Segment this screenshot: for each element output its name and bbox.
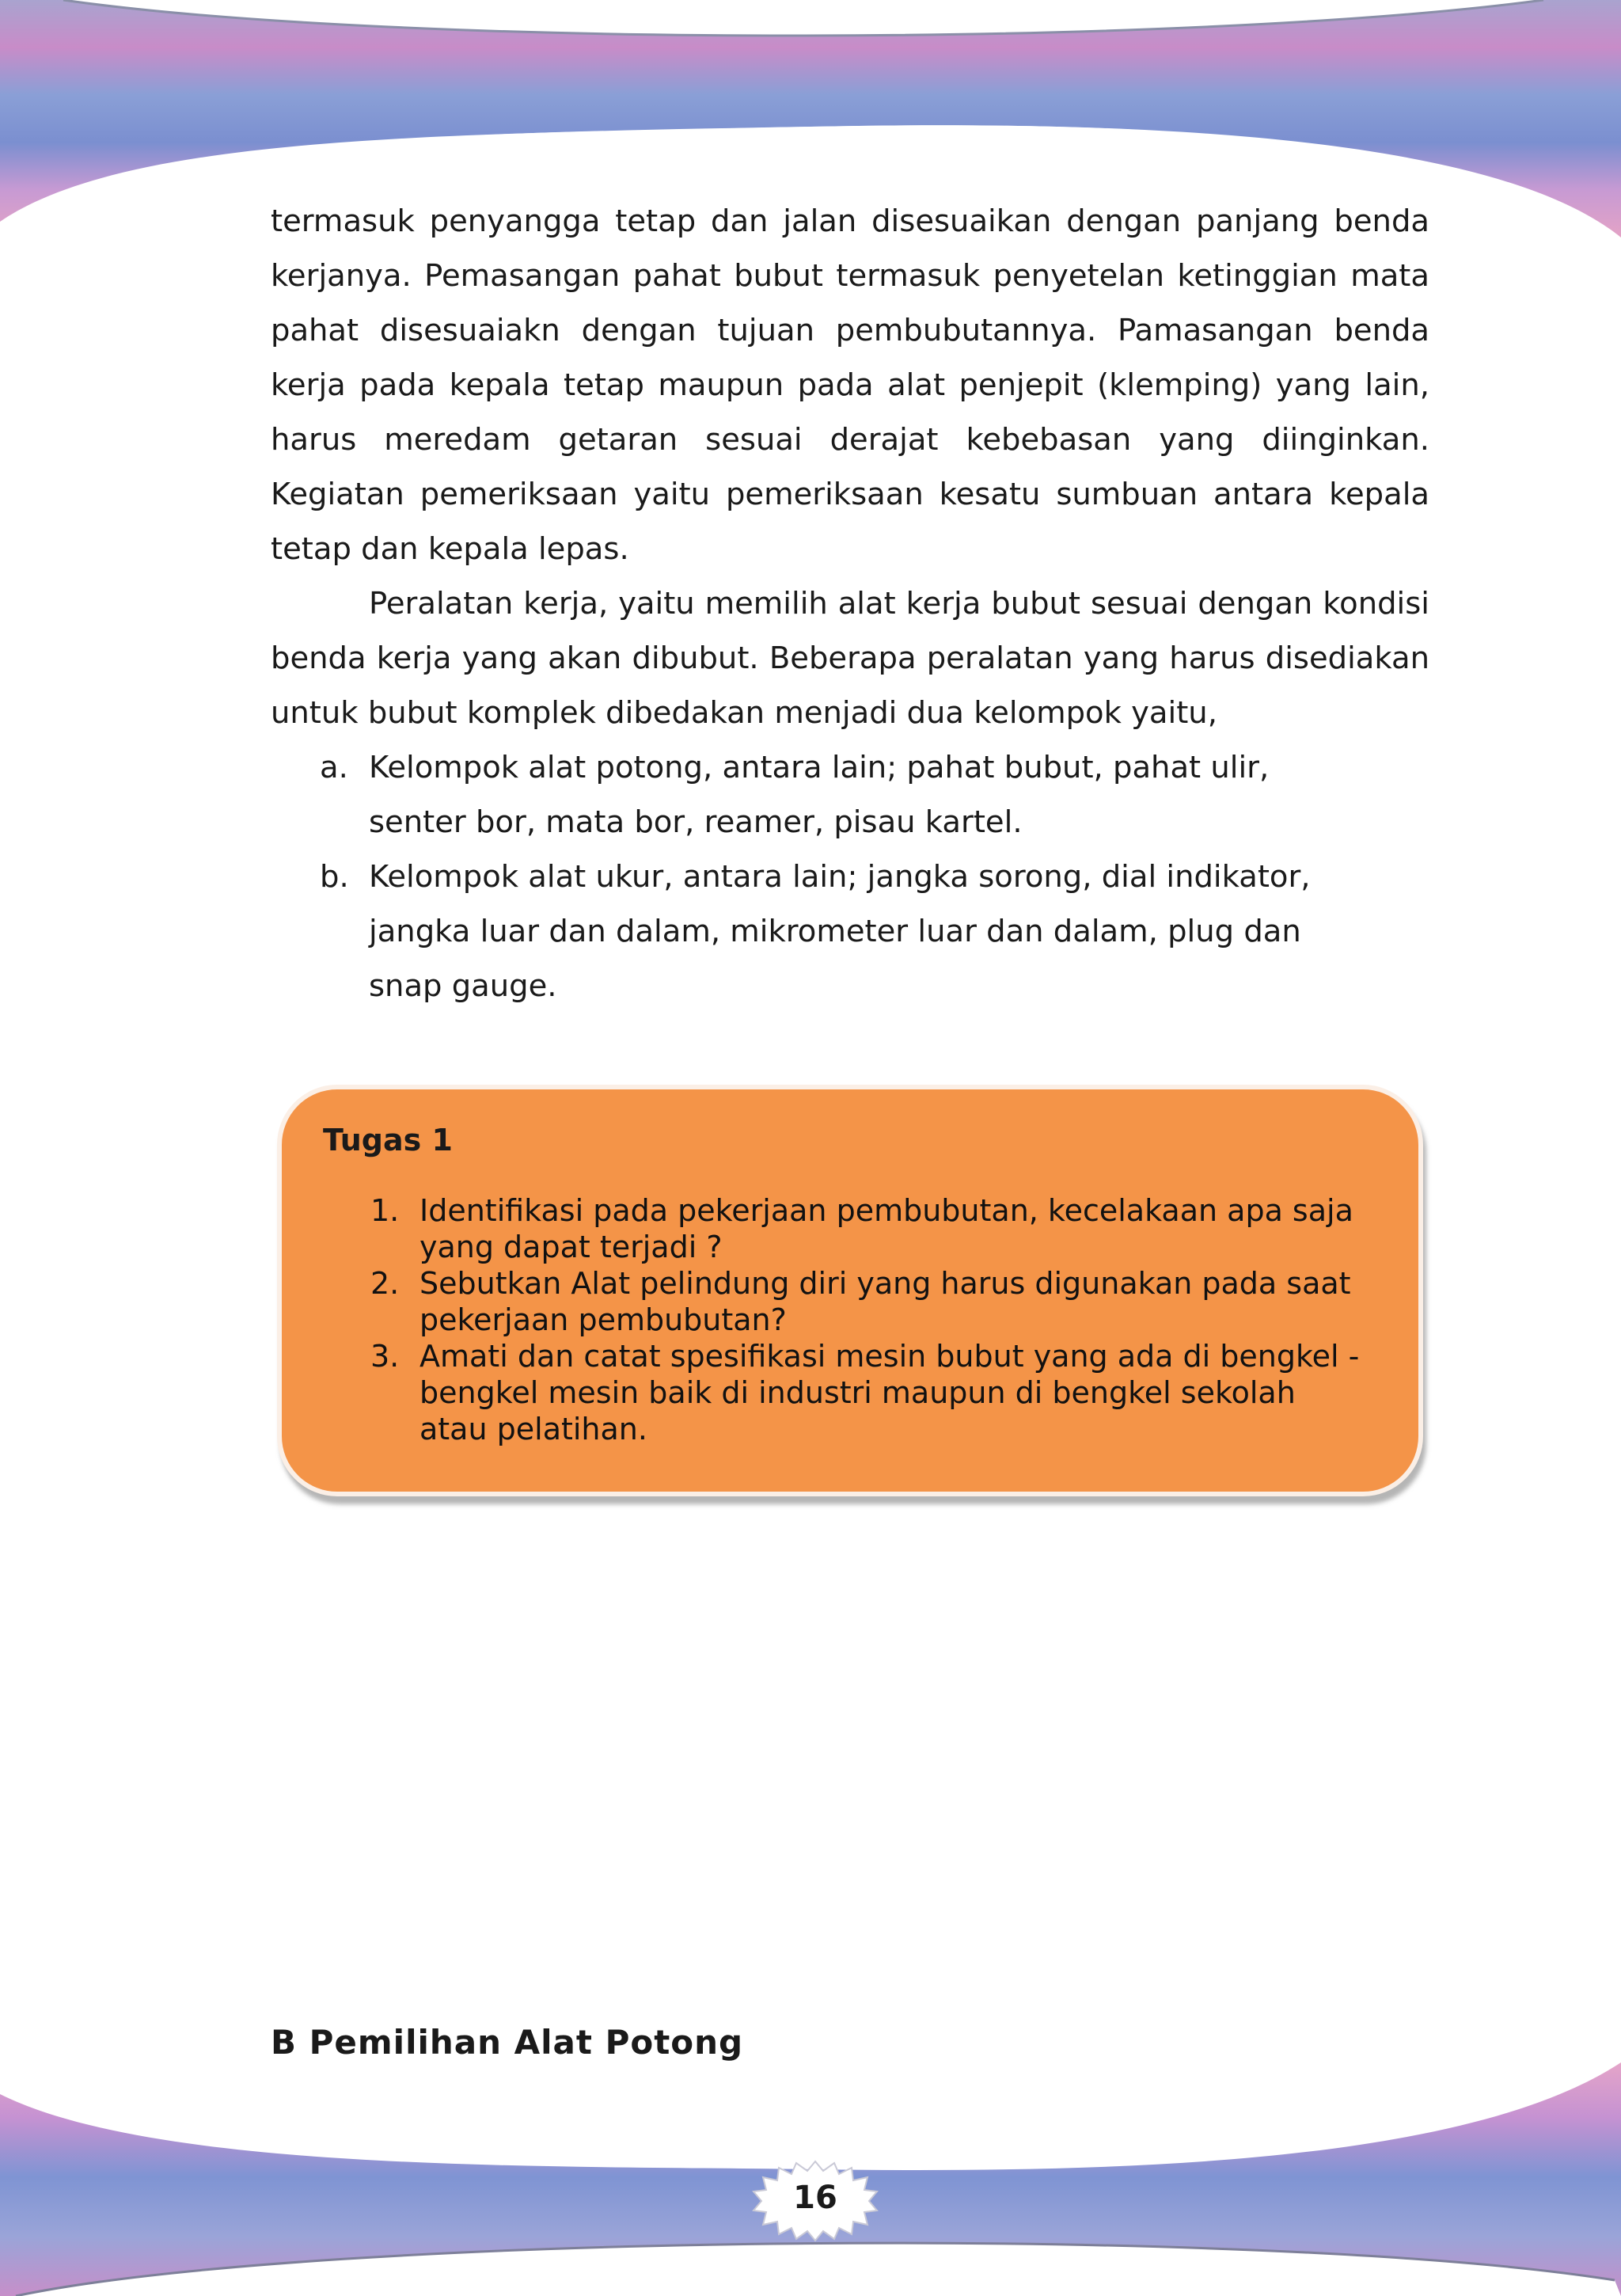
equipment-list (271, 740, 1429, 1013)
list-item-text: Kelompok alat potong, antara lain; pahat bubut, pahat ulir, senter bor, mata bor, reamer, pisau kartel. (369, 750, 1270, 840)
paragraph: termasuk penyangga tetap dan jalan disesuaikan dengan panjang benda kerjanya. Pemasangan pahat bubut termasuk penyetelan ketinggian mata pahat disesuaiakn dengan tujuan pembubutannya. Pamasangan benda kerja pada kepala tetap maupun pada alat penjepit (klemping) yang lain, harus meredam getaran sesuai derajat kebebasan yang diinginkan. Kegiatan pemeriksaan yaitu pemeriksaan kesatu sumbuan antara kepala tetap dan kepala lepas. (271, 203, 1429, 567)
list-item (271, 850, 1331, 1013)
task-title: Tugas 1 (323, 1123, 453, 1158)
task-list (370, 1192, 1360, 1447)
list-item-text: Kelompok alat ukur, antara lain; jangka sorong, dial indikator, jangka luar dan dalam, mikrometer luar dan dalam, plug dan snap gauge. (369, 859, 1311, 1004)
task-item-number: 3. (370, 1339, 400, 1374)
task-item-number: 1. (370, 1193, 400, 1228)
paragraph: Peralatan kerja, yaitu memilih alat kerja bubut sesuai dengan kondisi benda kerja yang akan dibubut. Beberapa peralatan yang harus disediakan untuk bubut komplek dibedakan menjadi dua kelompok yaitu, (271, 586, 1429, 731)
list-marker: b. (320, 859, 349, 895)
task-item-text: Amati dan catat spesifikasi mesin bubut yang ada di bengkel - bengkel mesin baik di industri maupun di bengkel sekolah atau pelatihan. (419, 1339, 1360, 1446)
task-item-number: 2. (370, 1266, 400, 1301)
task-item (370, 1265, 1360, 1338)
task-item (370, 1338, 1360, 1447)
task-box (277, 1085, 1423, 1496)
list-item (271, 740, 1331, 850)
page-number: 16 (793, 2180, 837, 2216)
task-item (370, 1192, 1360, 1265)
section-heading: B Pemilihan Alat Potong (271, 2023, 744, 2062)
task-item-text: Identifikasi pada pekerjaan pembubutan, kecelakaan apa saja yang dapat terjadi ? (419, 1193, 1353, 1264)
list-marker: a. (320, 750, 348, 785)
task-item-text: Sebutkan Alat pelindung diri yang harus digunakan pada saat pekerjaan pembubutan? (419, 1266, 1351, 1337)
body-text (271, 194, 1429, 1013)
